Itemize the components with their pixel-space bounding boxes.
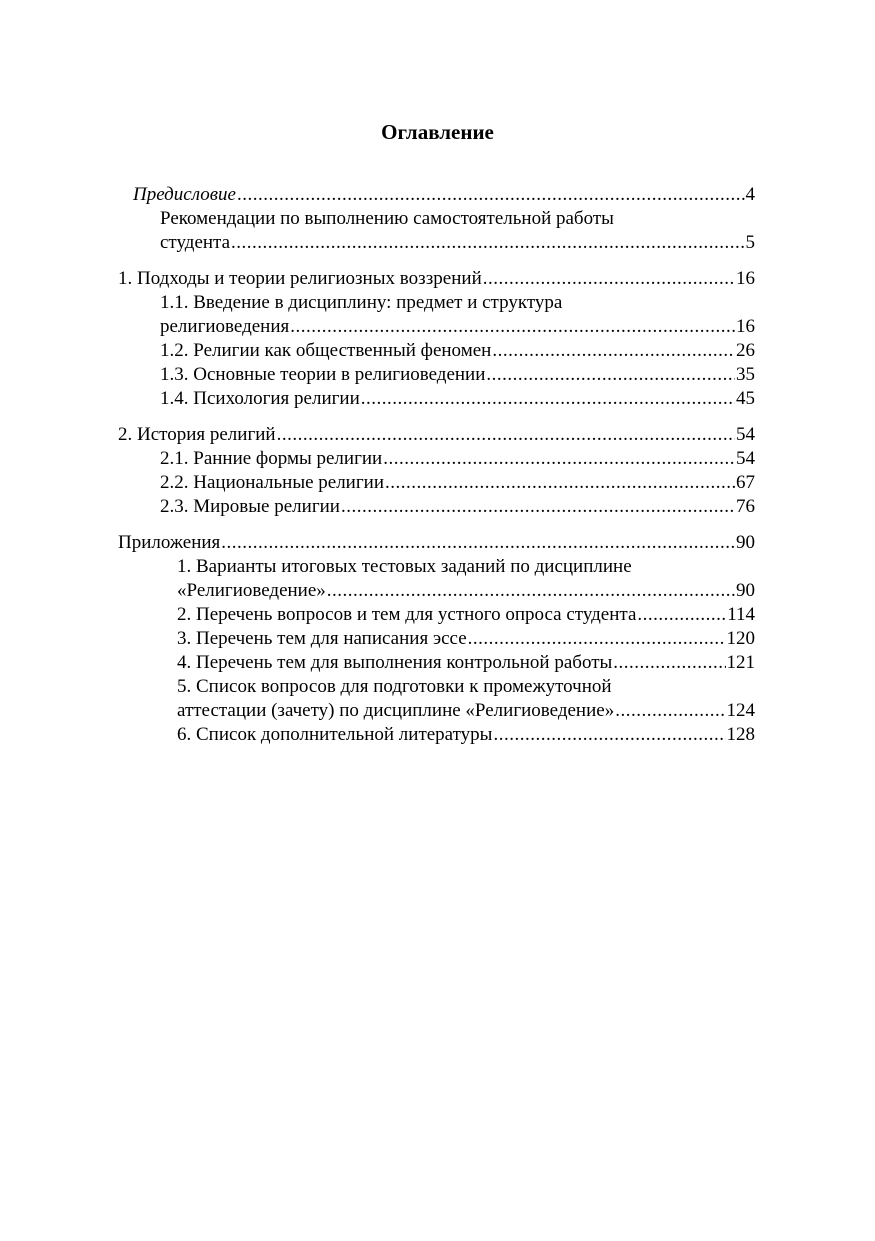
dot-leader (483, 267, 735, 291)
toc-entry-label-line2: религиоведения (160, 316, 290, 337)
toc-entry-label-line1: 5. Список вопросов для подготовки к промежуточной (177, 676, 612, 697)
toc-page-number: 128 (726, 724, 755, 745)
toc-page-number: 124 (726, 700, 755, 721)
dot-leader (468, 627, 726, 651)
toc-page-number: 76 (736, 496, 755, 517)
toc-entry-chapter-2[interactable] (118, 423, 755, 447)
dot-leader (385, 471, 735, 495)
dot-leader (341, 495, 735, 519)
toc-entry-section-1-4[interactable] (160, 387, 755, 411)
toc-entry-chapter-1[interactable] (118, 267, 755, 291)
toc-entry-section-2-2[interactable] (160, 471, 755, 495)
toc-page-number: 16 (736, 268, 755, 289)
toc-entry-recommendations[interactable] (160, 207, 755, 255)
toc-entry-label: 1. Подходы и теории религиозных воззрений (118, 268, 482, 289)
toc-entry-section-2-3[interactable] (160, 495, 755, 519)
dot-leader (290, 315, 735, 339)
toc-entry-label: 1.4. Психология религии (160, 388, 360, 409)
toc-page-number: 4 (745, 184, 755, 205)
dot-leader (231, 231, 744, 255)
toc-entry-label: 1.2. Религии как общественный феномен (160, 340, 492, 361)
toc-entry-label-line1: 1.1. Введение в дисциплину: предмет и структура (160, 292, 563, 313)
toc-entry-label: 2.3. Мировые религии (160, 496, 340, 517)
dot-leader (277, 423, 735, 447)
toc-entry-appendix-4[interactable] (177, 651, 755, 675)
page-title: Оглавление (381, 120, 494, 144)
toc-page-number: 26 (736, 340, 755, 361)
toc-page-number: 120 (726, 628, 755, 649)
toc-entry-section-1-3[interactable] (160, 363, 755, 387)
toc-page-number: 45 (736, 388, 755, 409)
toc-entry-appendix-5[interactable] (177, 675, 755, 723)
dot-leader (486, 363, 735, 387)
toc-entry-label: 3. Перечень тем для написания эссе (177, 628, 467, 649)
dot-leader (615, 699, 725, 723)
toc-page-number: 54 (736, 448, 755, 469)
dot-leader (613, 651, 725, 675)
toc-page-number: 121 (726, 652, 755, 673)
toc-entry-appendix-1[interactable] (177, 555, 755, 603)
toc-page-number: 5 (745, 232, 755, 253)
toc-entry-label: Приложения (118, 532, 221, 553)
toc-entry-section-2-1[interactable] (160, 447, 755, 471)
toc-page-number: 90 (736, 580, 755, 601)
toc-page-number: 90 (736, 532, 755, 553)
toc-entry-preface[interactable] (133, 183, 755, 207)
toc-entry-appendices[interactable] (118, 531, 755, 555)
dot-leader (637, 603, 726, 627)
toc-entry-label: 2.2. Национальные религии (160, 472, 384, 493)
toc-entry-label: 6. Список дополнительной литературы (177, 724, 493, 745)
toc-page-number: 67 (736, 472, 755, 493)
toc-entry-label-line2: студента (160, 232, 231, 253)
dot-leader (493, 723, 725, 747)
toc-entry-appendix-3[interactable] (177, 627, 755, 651)
toc-entry-section-1-2[interactable] (160, 339, 755, 363)
dot-leader (492, 339, 735, 363)
dot-leader (327, 579, 735, 603)
toc-entry-label: 2. История религий (118, 424, 276, 445)
toc-entry-label: 4. Перечень тем для выполнения контрольной работы (177, 652, 613, 673)
toc-entry-label-line2: «Религиоведение» (177, 580, 326, 601)
toc-entry-label-line1: Рекомендации по выполнению самостоятельной работы (160, 208, 614, 229)
toc-entry-appendix-6[interactable] (177, 723, 755, 747)
dot-leader (383, 447, 735, 471)
toc-entry-label-line2: аттестации (зачету) по дисциплине «Религиоведение» (177, 700, 615, 721)
toc-entry-label: 1.3. Основные теории в религиоведении (160, 364, 486, 385)
dot-leader (221, 531, 735, 555)
toc-page-number: 16 (736, 316, 755, 337)
toc-entry-label: 2. Перечень вопросов и тем для устного опроса студента (177, 604, 637, 625)
toc-entry-section-1-1[interactable] (160, 291, 755, 339)
dot-leader (361, 387, 735, 411)
toc-entry-label: 2.1. Ранние формы религии (160, 448, 383, 469)
toc-page-number: 114 (727, 604, 755, 625)
toc-entry-label-line1: 1. Варианты итоговых тестовых заданий по дисциплине (177, 556, 632, 577)
toc-entry-appendix-2[interactable] (177, 603, 755, 627)
toc-page-number: 35 (736, 364, 755, 385)
toc-page-number: 54 (736, 424, 755, 445)
toc-entry-label: Предисловие (133, 184, 236, 205)
dot-leader (237, 183, 745, 207)
